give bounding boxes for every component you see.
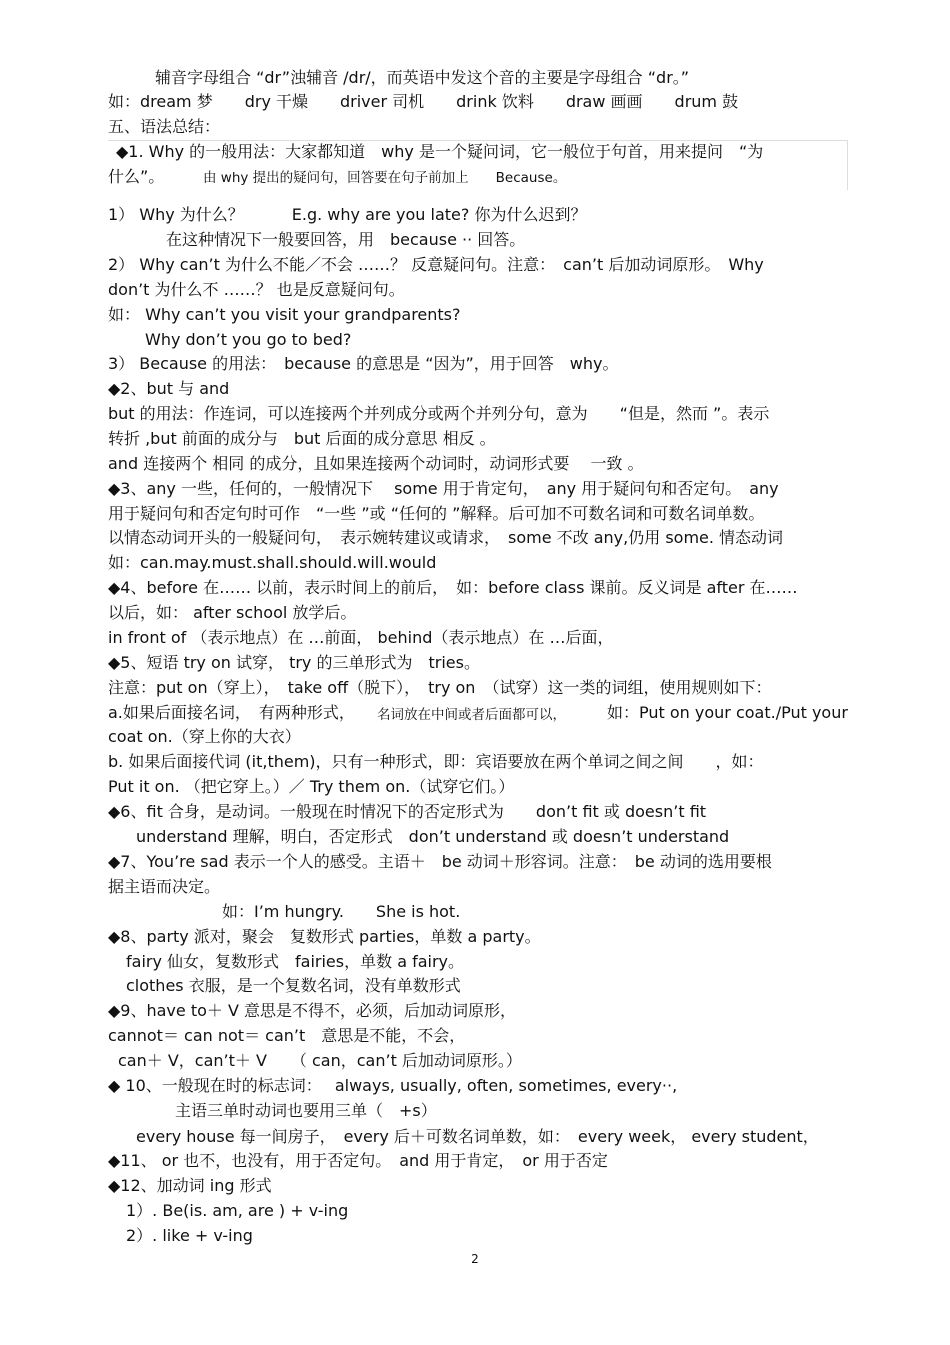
text-line: fairy 仙女，复数形式 fairies，单数 a fairy。 bbox=[126, 952, 465, 971]
text-line: cannot＝ can not＝ can’t 意思是不能，不会， bbox=[108, 1026, 466, 1045]
text-line: ◆2、but 与 and bbox=[108, 379, 230, 398]
text-line: 2）. like + v-ing bbox=[126, 1226, 253, 1245]
text-line: ◆4、before 在…… 以前，表示时间上的前后， 如：before class 课前。反义词是 after 在…… bbox=[108, 578, 798, 597]
text-line: Put it on. （把它穿上。）／ Try them on.（试穿它们。） bbox=[108, 777, 515, 796]
text-line: ◆11、 or 也不，也没有，用于否定句。 and 用于肯定， or 用于否定 bbox=[108, 1151, 608, 1170]
text-line: 以后，如： after school 放学后。 bbox=[108, 603, 357, 622]
text-line: ◆9、have to＋ V 意思是不得不，必须，后加动词原形， bbox=[108, 1001, 517, 1020]
text-line: 如：can.may.must.shall.should.will.would bbox=[108, 553, 437, 572]
text-line: 注意：put on（穿上）， take off（脱下）， try on （试穿）这一类的词组，使用规则如下： bbox=[108, 678, 772, 697]
text-line: 如：Put on your coat./Put your bbox=[607, 703, 848, 722]
text-line: 什么”。 bbox=[108, 167, 165, 186]
text-line: 2） Why can’t 为什么不能／不会 ……？ 反意疑问句。注意： can’t 后加动词原形。 Why bbox=[108, 255, 764, 274]
note-text: 名词放在中间或者后面都可以， bbox=[377, 707, 566, 723]
text-line: 转折 ,but 前面的成分与 but 后面的成分意思 相反 。 bbox=[108, 429, 496, 448]
text-line: coat on.（穿上你的大衣） bbox=[108, 727, 301, 746]
text-line: ◆1. Why 的一般用法：大家都知道 why 是一个疑问词，它一般位于句首，用来提问 “为 bbox=[116, 142, 764, 161]
text-line: can＋ V，can’t＋ V （ can，can’t 后加动词原形。） bbox=[118, 1051, 522, 1070]
text-line: 据主语而决定。 bbox=[108, 877, 221, 896]
text-line: clothes 衣服，是一个复数名词，没有单数形式 bbox=[126, 976, 461, 995]
text-line: 如： Why can’t you visit your grandparents? bbox=[108, 305, 461, 324]
text-line: ◆12、加动词 ing 形式 bbox=[108, 1176, 272, 1195]
text-line: Why don’t you go to bed? bbox=[145, 330, 352, 349]
text-line: 以情态动词开头的一般疑问句， 表示婉转建议或请求， some 不改 any,仍用 some. 情态动词 bbox=[108, 528, 784, 547]
text-line: ◆ 10、一般现在时的标志词： always, usually, often, sometimes, every··, bbox=[108, 1076, 678, 1095]
text-line: ◆8、party 派对，聚会 复数形式 parties，单数 a party。 bbox=[108, 927, 541, 946]
text-line: every house 每一间房子， every 后＋可数名词单数，如： every week， every student， bbox=[136, 1127, 819, 1146]
text-line: ◆5、短语 try on 试穿， try 的三单形式为 tries。 bbox=[108, 653, 480, 672]
text-line: 辅音字母组合 “dr”浊辅音 /dr/，而英语中发这个音的主要是字母组合 “dr。” bbox=[155, 68, 690, 87]
text-line: 3） Because 的用法： because 的意思是 “因为”，用于回答 why。 bbox=[108, 354, 619, 373]
text-line: don’t 为什么不 ……？ 也是反意疑问句。 bbox=[108, 280, 405, 299]
text-line: a.如果后面接名词， 有两种形式， bbox=[108, 703, 355, 722]
text-line: 如：I’m hungry. She is hot. bbox=[222, 902, 461, 921]
text-line: 1） Why 为什么？ E.g. why are you late? 你为什么迟到？ bbox=[108, 205, 587, 224]
text-line: 用于疑问句和否定句时可作 “一些 ”或 “任何的 ”解释。后可加不可数名词和可数名词单数。 bbox=[108, 504, 765, 523]
text-line: ◆7、You’re sad 表示一个人的感受。主语＋ be 动词＋形容词。注意： be 动词的选用要根 bbox=[108, 852, 772, 871]
text-line: in front of （表示地点）在 …前面， behind（表示地点）在 …后面， bbox=[108, 628, 614, 647]
section-heading: 五、语法总结： bbox=[108, 117, 221, 136]
text-line: 在这种情况下一般要回答，用 because ·· 回答。 bbox=[166, 230, 526, 249]
text-line: but 的用法：作连词，可以连接两个并列成分或两个并列分句，意为 “但是，然而 ”。表示 bbox=[108, 404, 770, 423]
text-line: b. 如果后面接代词 (it,them)，只有一种形式，即：宾语要放在两个单词之间之间 ，如： bbox=[108, 752, 764, 771]
text-line: 主语三单时动词也要用三单（ +s） bbox=[175, 1101, 437, 1120]
page-number: 2 bbox=[471, 1252, 479, 1266]
text-line: 如：dream 梦 dry 干燥 driver 司机 drink 饮料 draw 画画 drum 鼓 bbox=[108, 92, 739, 111]
text-line: 1）. Be(is. am, are ) + v-ing bbox=[126, 1201, 349, 1220]
note-text: 由 why 提出的疑问句，回答要在句子前加上 Because。 bbox=[203, 170, 567, 186]
text-line: ◆6、fit 合身，是动词。一般现在时情况下的否定形式为 don’t fit 或 doesn’t fit bbox=[108, 802, 707, 821]
text-line: and 连接两个 相同 的成分，且如果连接两个动词时，动词形式要 一致 。 bbox=[108, 454, 644, 473]
text-line: ◆3、any 一些，任何的，一般情况下 some 用于肯定句， any 用于疑问句和否定句。 any bbox=[108, 479, 779, 498]
text-line: understand 理解，明白，否定形式 don’t understand 或 doesn’t understand bbox=[136, 827, 730, 846]
